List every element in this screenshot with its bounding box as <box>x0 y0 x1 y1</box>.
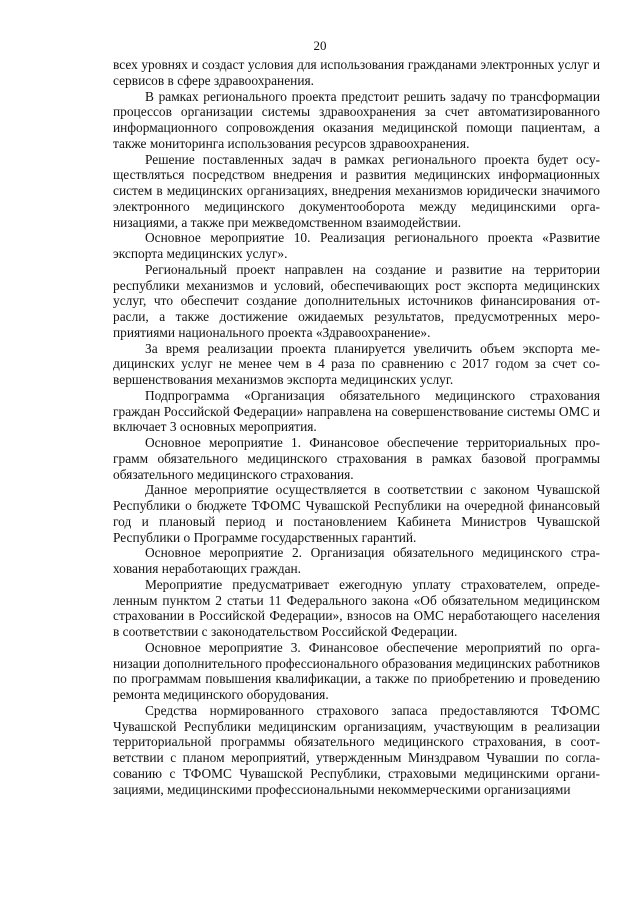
paragraph: Региональный проект направлен на создание и развитие на территории республики механизмов и условий, обеспечивающих рост экспорта медицинских услуг, что обеспечит создание дополнительных источников финансирования отрасли, а также достижение ожидаемых результатов, предусмотренных мероприятиями национального проекта «Здравоохранение». <box>113 261 600 340</box>
paragraph: Основное мероприятие 3. Финансовое обеспечение мероприятий по организации дополнительного профессионального образования медицинских работников по программам повышения квалификации, а также по приобретению и проведению ремонта медицинского оборудования. <box>113 639 600 702</box>
paragraph: Основное мероприятие 2. Организация обязательного медицинского страхования неработающих граждан. <box>113 545 600 576</box>
paragraph: Основное мероприятие 10. Реализация регионального проекта «Развитие экспорта медицинских услуг». <box>113 230 600 261</box>
paragraph: За время реализации проекта планируется увеличить объем экспорта медицинских услуг не менее чем в 4 раза по сравнению с 2017 годом за счет совершенствования механизмов экспорта медицинских услуг. <box>113 340 600 387</box>
body-text <box>113 57 600 797</box>
paragraph: Решение поставленных задач в рамках регионального проекта будет осуществляться посредством внедрения и развития медицинских информационных систем в медицинских организациях, внедрения механизмов юридически значимого электронного медицинского документооборота между медицинскими организациями, а также при межведомственном взаимодействии. <box>113 151 600 230</box>
paragraph: Подпрограмма «Организация обязательного медицинского страхования граждан Российской Федерации» направлена на совершенствование системы ОМС и включает 3 основных мероприятия. <box>113 387 600 435</box>
paragraph: Данное мероприятие осуществляется в соответствии с законом Чувашской Республики о бюджете ТФОМС Чувашской Республики на очередной финансовый год и плановый период и постановлением Кабинета Министров Чувашской Республики о Программе государственных гарантий. <box>113 482 600 545</box>
paragraph: Средства нормированного страхового запаса предоставляются ТФОМС Чувашской Республики медицинским организациям, участвующим в реализации территориальной программы обязательного медицинского страхования, в соответствии с планом мероприятий, утвержденным Минздравом Чувашии по согласованию с ТФОМС Чувашской Республики, страховыми медицинскими организациями, медицинскими профессиональными некоммерческими организациями <box>113 702 600 797</box>
paragraph: Основное мероприятие 1. Финансовое обеспечение территориальных программ обязательного медицинского страхования в рамках базовой программы обязательного медицинского страхования. <box>113 435 600 482</box>
paragraph: всех уровнях и создаст условия для использования гражданами электронных услуг и сервисов в сфере здравоохранения. <box>113 57 600 88</box>
page-number: 20 <box>313 38 327 53</box>
paragraph: Мероприятие предусматривает ежегодную уплату страхователем, определенным пунктом 2 статьи 11 Федерального закона «Об обязательном медицинском страховании в Российской Федерации», взносов на ОМС неработающего населения в соответствии с законодательством Российской Федерации. <box>113 576 600 639</box>
paragraph: В рамках регионального проекта предстоит решить задачу по трансформации процессов организации системы здравоохранения за счет автоматизированного информационного сопровождения оказания медицинской помощи пациентам, а также мониторинга использования ресурсов здравоохранения. <box>113 88 600 151</box>
